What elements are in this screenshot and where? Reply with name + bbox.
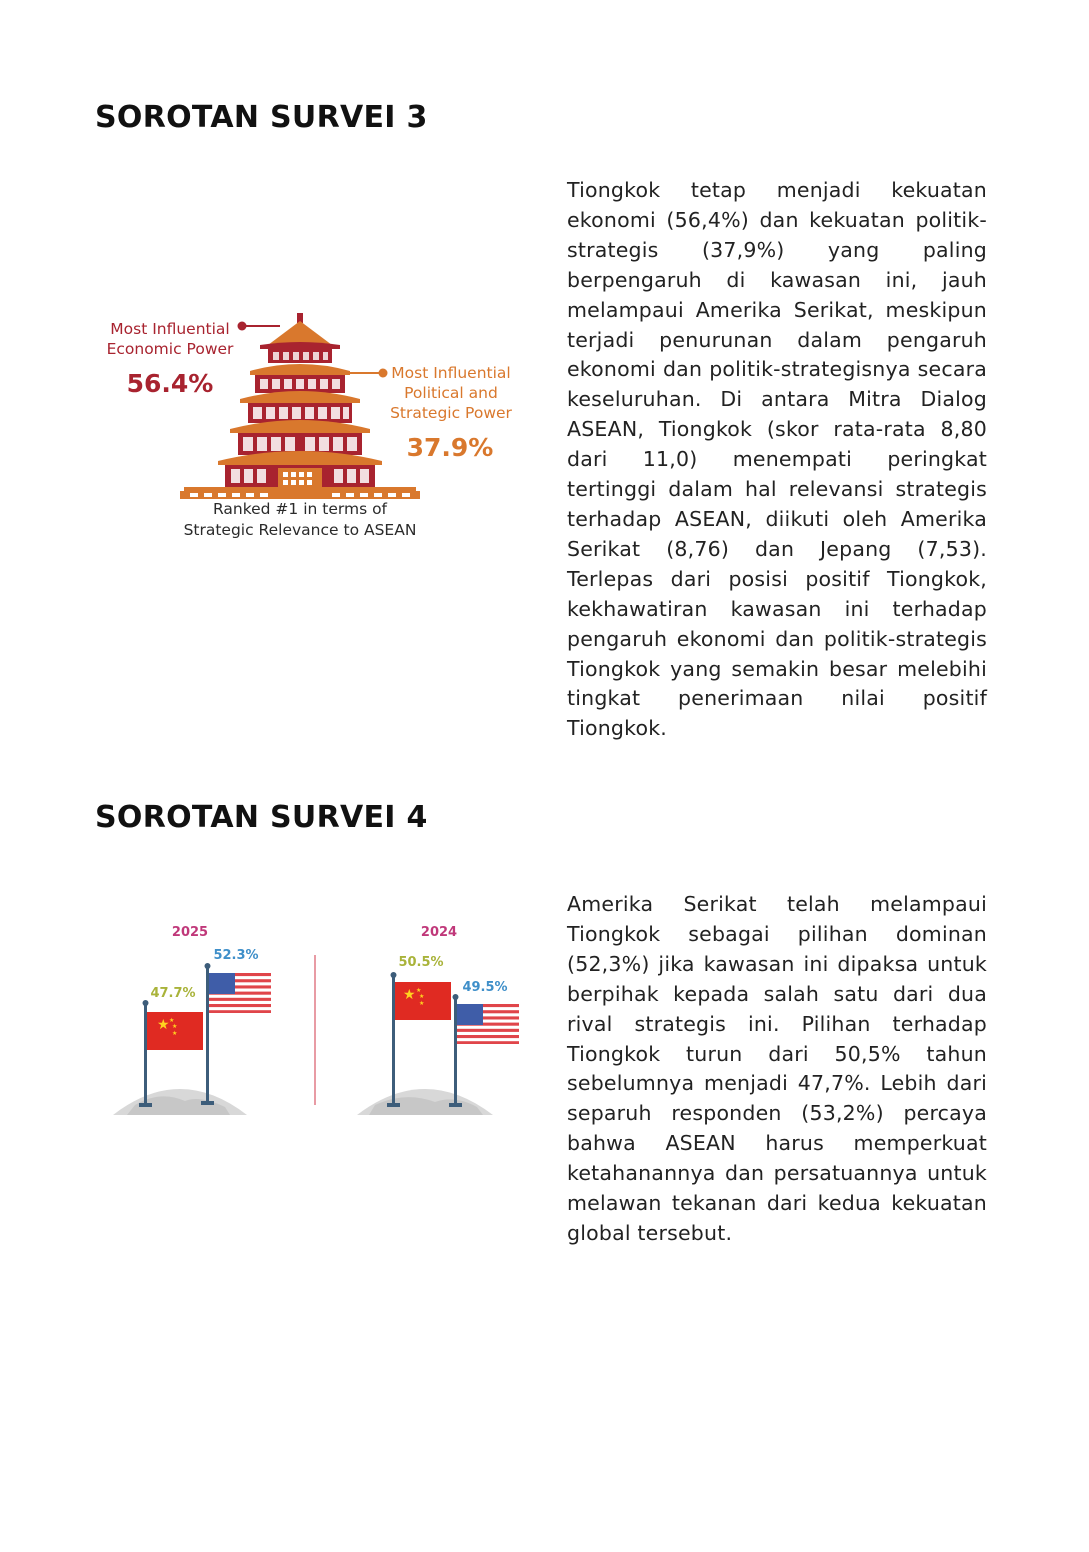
strategic-relevance-caption [160,499,440,541]
us-value-2024: 49.5% [462,980,508,995]
svg-text:★: ★ [419,1000,425,1007]
svg-text:★: ★ [416,987,422,994]
section4-heading: SOROTAN SURVEI 4 [95,800,428,835]
china-value-2025: 47.7% [150,986,196,1001]
political-power-label [388,363,514,423]
political-power-value: 37.9% [406,433,494,462]
economic-power-label-line2: Economic Power [106,340,234,358]
us-flag-2025 [209,973,271,1013]
political-power-label-line2: Political and [404,384,498,402]
us-flag-2024 [457,1004,519,1044]
caption-line2: Strategic Relevance to ASEAN [183,521,417,539]
flags-infographic [105,915,525,1125]
year-label-2024: 2024 [420,925,458,940]
svg-text:★: ★ [403,987,416,1003]
caption-line1: Ranked #1 in terms of [212,500,388,518]
svg-text:★: ★ [169,1017,175,1024]
us-value-2025: 52.3% [213,948,259,963]
flags-graphic [105,915,525,1125]
year-label-2025: 2025 [171,925,209,940]
svg-text:★: ★ [172,1030,178,1037]
political-power-label-line3: Strategic Power [390,404,512,422]
economic-power-value: 56.4% [126,369,214,398]
section3-heading: SOROTAN SURVEI 3 [95,100,428,135]
economic-power-label [100,319,240,359]
section3-body: Tiongkok tetap menjadi kekuatan ekonomi (56,4%) dan kekuatan politik-strategis (37,9%) yang paling berpengaruh di kawasan ini, jauh melampaui Amerika Serikat, meskipun terjadi penurunan dalam pengaruh ekonomi dan politik-strategisnya secara keseluruhan. Di antara Mitra Dialog ASEAN, Tiongkok (skor rata-rata 8,80 dari 11,0) menempati peringkat tertinggi dalam hal relevansi strategis terhadap ASEAN, diikuti oleh Amerika Serikat (8,76) dan Jepang (7,53). Terlepas dari posisi positif Tiongkok, kekhawatiran kawasan ini terhadap pengaruh ekonomi dan politik-strategis Tiongkok yang semakin besar melebihi tingkat penerimaan nilai positif Tiongkok. [567,178,987,741]
political-power-label-line1: Most Influential [391,364,511,382]
svg-text:★: ★ [172,1023,178,1030]
svg-text:★: ★ [419,993,425,1000]
svg-text:★: ★ [157,1017,170,1033]
pagoda-infographic [100,305,520,555]
china-value-2024: 50.5% [398,955,444,970]
section4-body: Amerika Serikat telah melampaui Tiongkok sebagai pilihan dominan (52,3%) jika kawasan ini dipaksa untuk berpihak kepada salah satu dari dua rival strategis ini. Pilihan terhadap Tiongkok turun dari 50,5% tahun sebelumnya menjadi 47,7%. Lebih dari separuh responden (53,2%) percaya bahwa ASEAN harus memperkuat ketahanannya dan persatuannya untuk melawan tekanan dari kedua kekuatan global tersebut. [567,892,987,1245]
economic-power-label-line1: Most Influential [110,320,230,338]
